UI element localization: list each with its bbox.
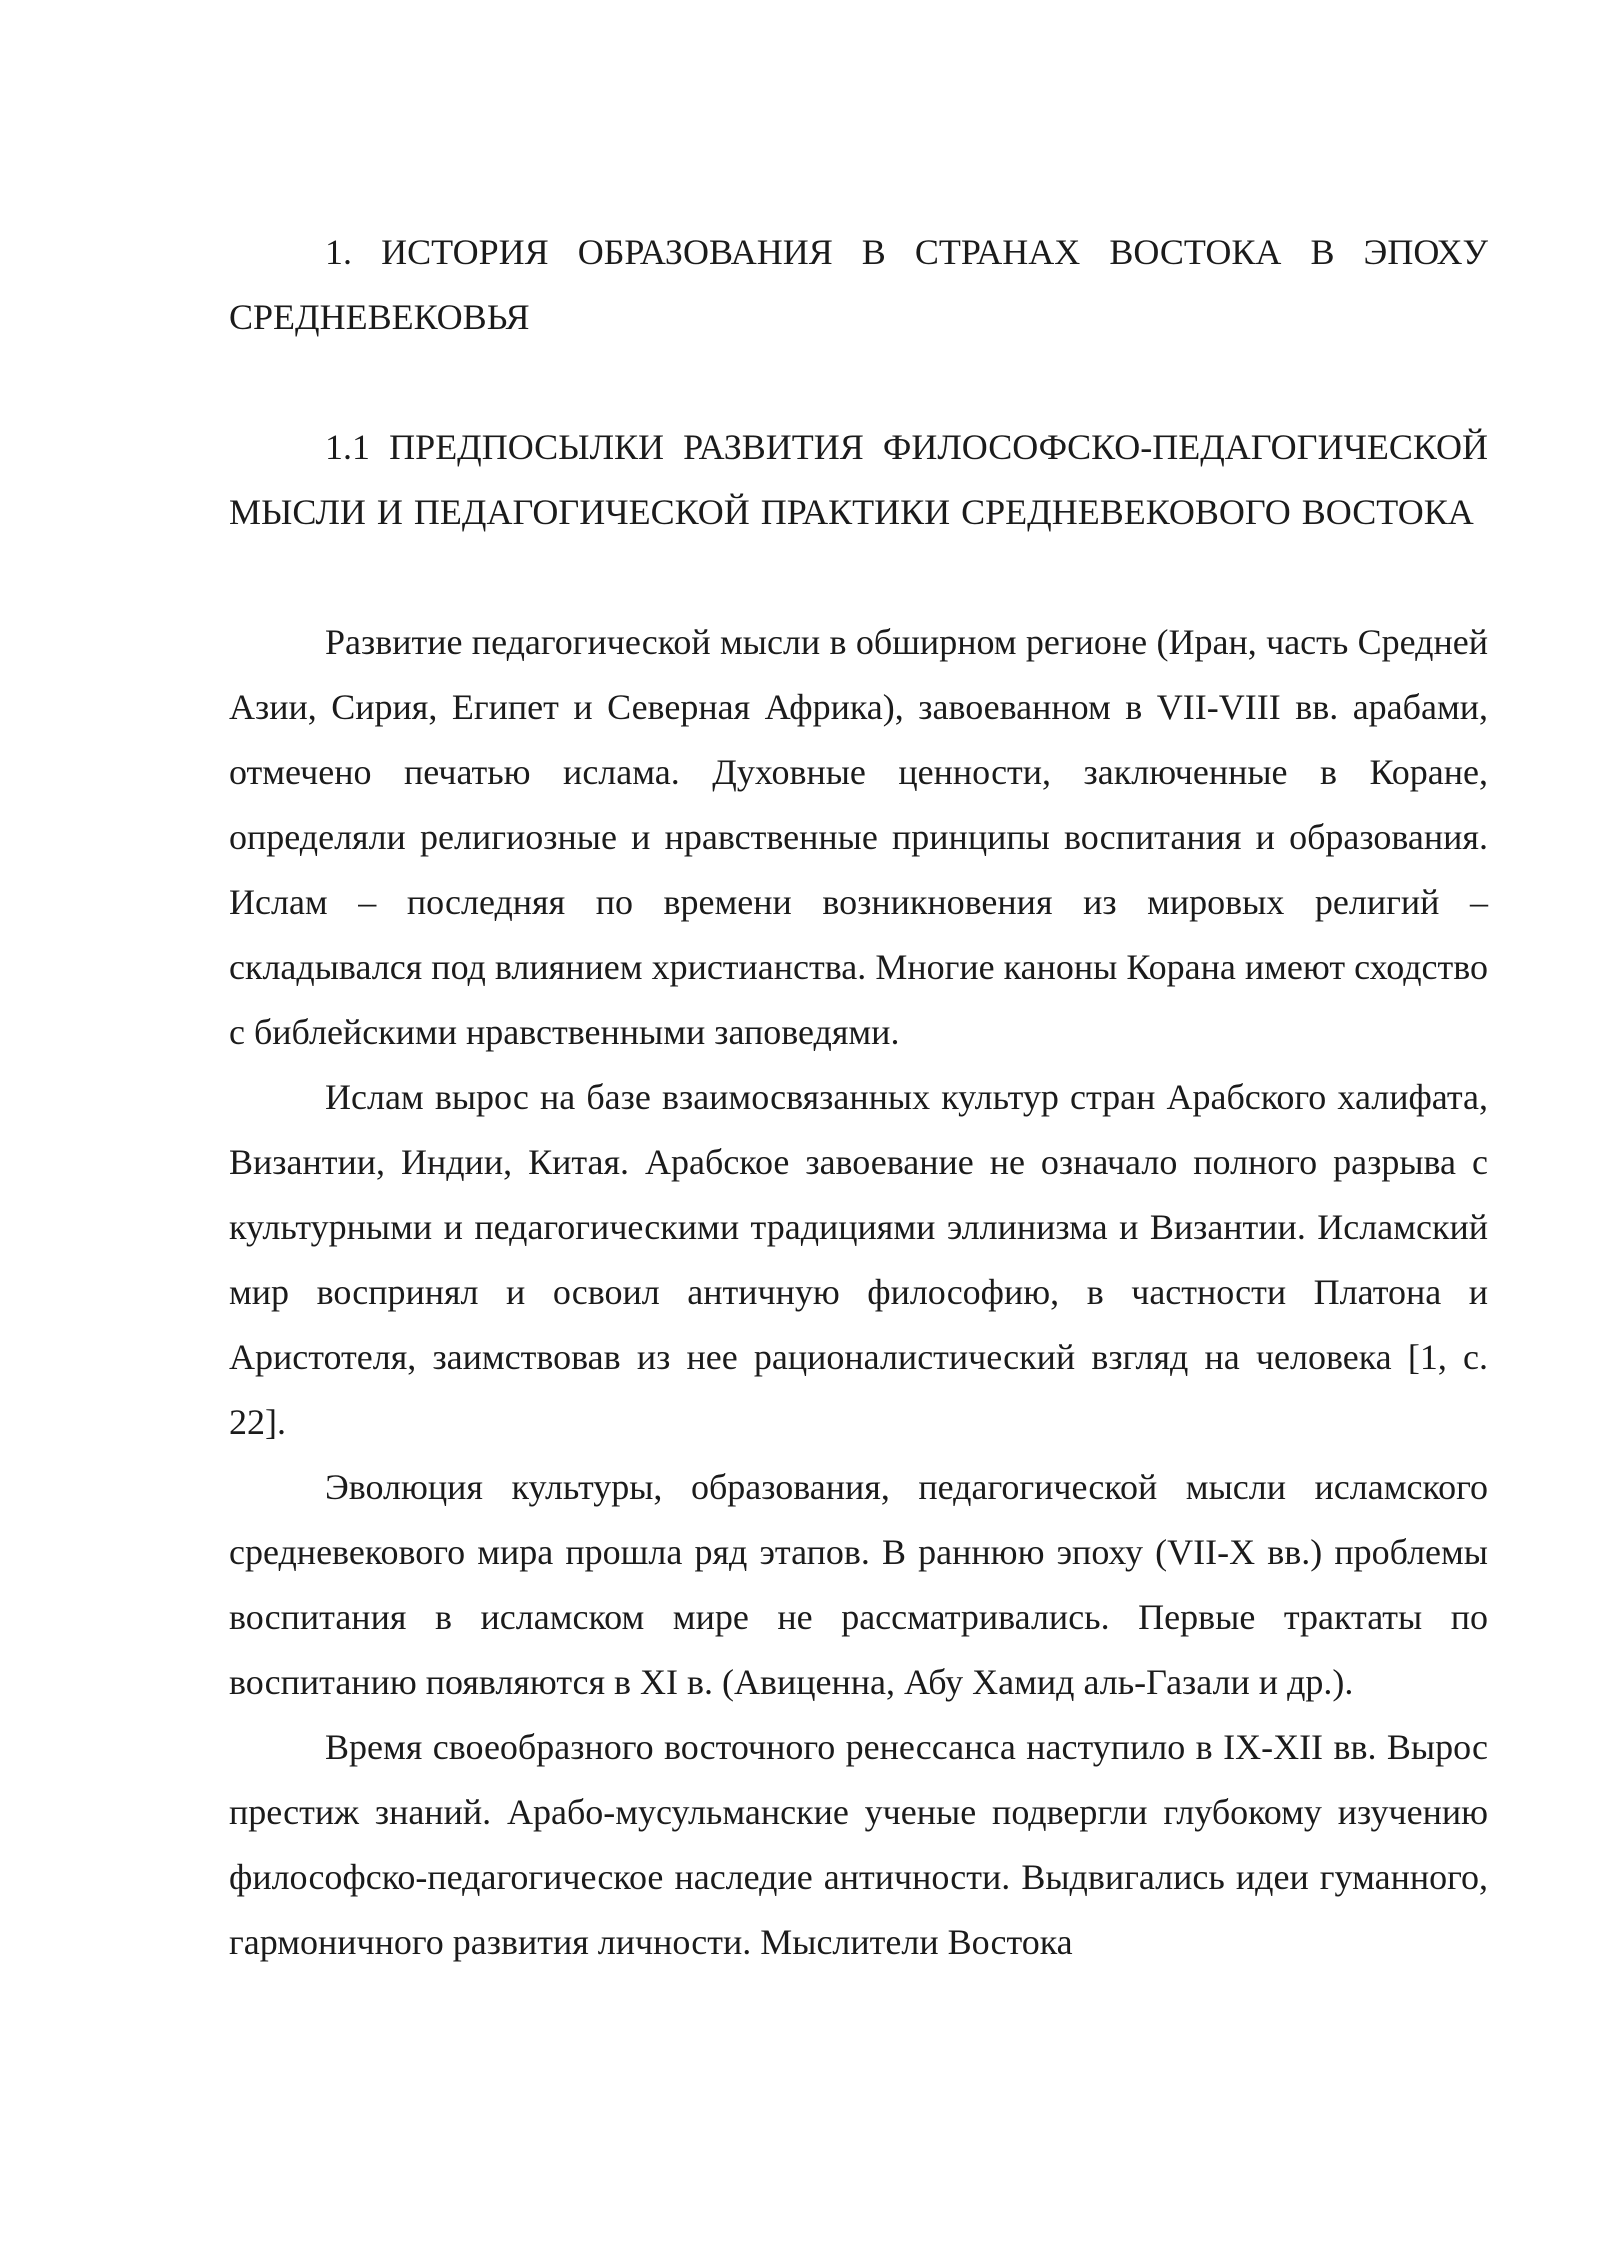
paragraph-4: Время своеобразного восточного ренессанса наступило в IX-XII вв. Вырос престиж знаний. Арабо-мусульманские ученые подвергли глубокому изучению философско-педагогическое наследие античности. Выдвигались идеи гуманного, гармоничного развития личности. Мыслители Востока xyxy=(229,1727,1488,1962)
paragraph-3: Эволюция культуры, образования, педагогической мысли исламского средневекового мира прошла ряд этапов. В раннюю эпоху (VII-X вв.) проблемы воспитания в исламском мире не рассматривались. Первые трактаты по воспитанию появляются в XI в. (Авиценна, Абу Хамид аль-Газали и др.). xyxy=(229,1467,1488,1702)
paragraph-2: Ислам вырос на базе взаимосвязанных культур стран Арабского халифата, Византии, Индии, Китая. Арабское завоевание не означало полного разрыва с культурными и педагогическими традициями эллинизма и Византии. Исламский мир воспринял и освоил античную философию, в частности Платона и Аристотеля, заимствовав из нее рационалистический взгляд на человека [1, с. 22]. xyxy=(229,1077,1488,1442)
section-heading: 1.1 ПРЕДПОСЫЛКИ РАЗВИТИЯ ФИЛОСОФСКО-ПЕДАГОГИЧЕСКОЙ МЫСЛИ И ПЕДАГОГИЧЕСКОЙ ПРАКТИКИ СРЕДНЕВЕКОВОГО ВОСТОКА xyxy=(229,427,1488,532)
paragraph-1: Развитие педагогической мысли в обширном регионе (Иран, часть Средней Азии, Сирия, Египет и Северная Африка), завоеванном в VII-VIII вв. арабами, отмечено печатью ислама. Духовные ценности, заключенные в Коране, определяли религиозные и нравственные принципы воспитания и образования. Ислам – последняя по времени возникновения из мировых религий – складывался под влиянием христианства. Многие каноны Корана имеют сходство с библейскими нравственными заповедями. xyxy=(229,622,1488,1052)
chapter-heading: 1. ИСТОРИЯ ОБРАЗОВАНИЯ В СТРАНАХ ВОСТОКА В ЭПОХУ СРЕДНЕВЕКОВЬЯ xyxy=(229,232,1488,337)
